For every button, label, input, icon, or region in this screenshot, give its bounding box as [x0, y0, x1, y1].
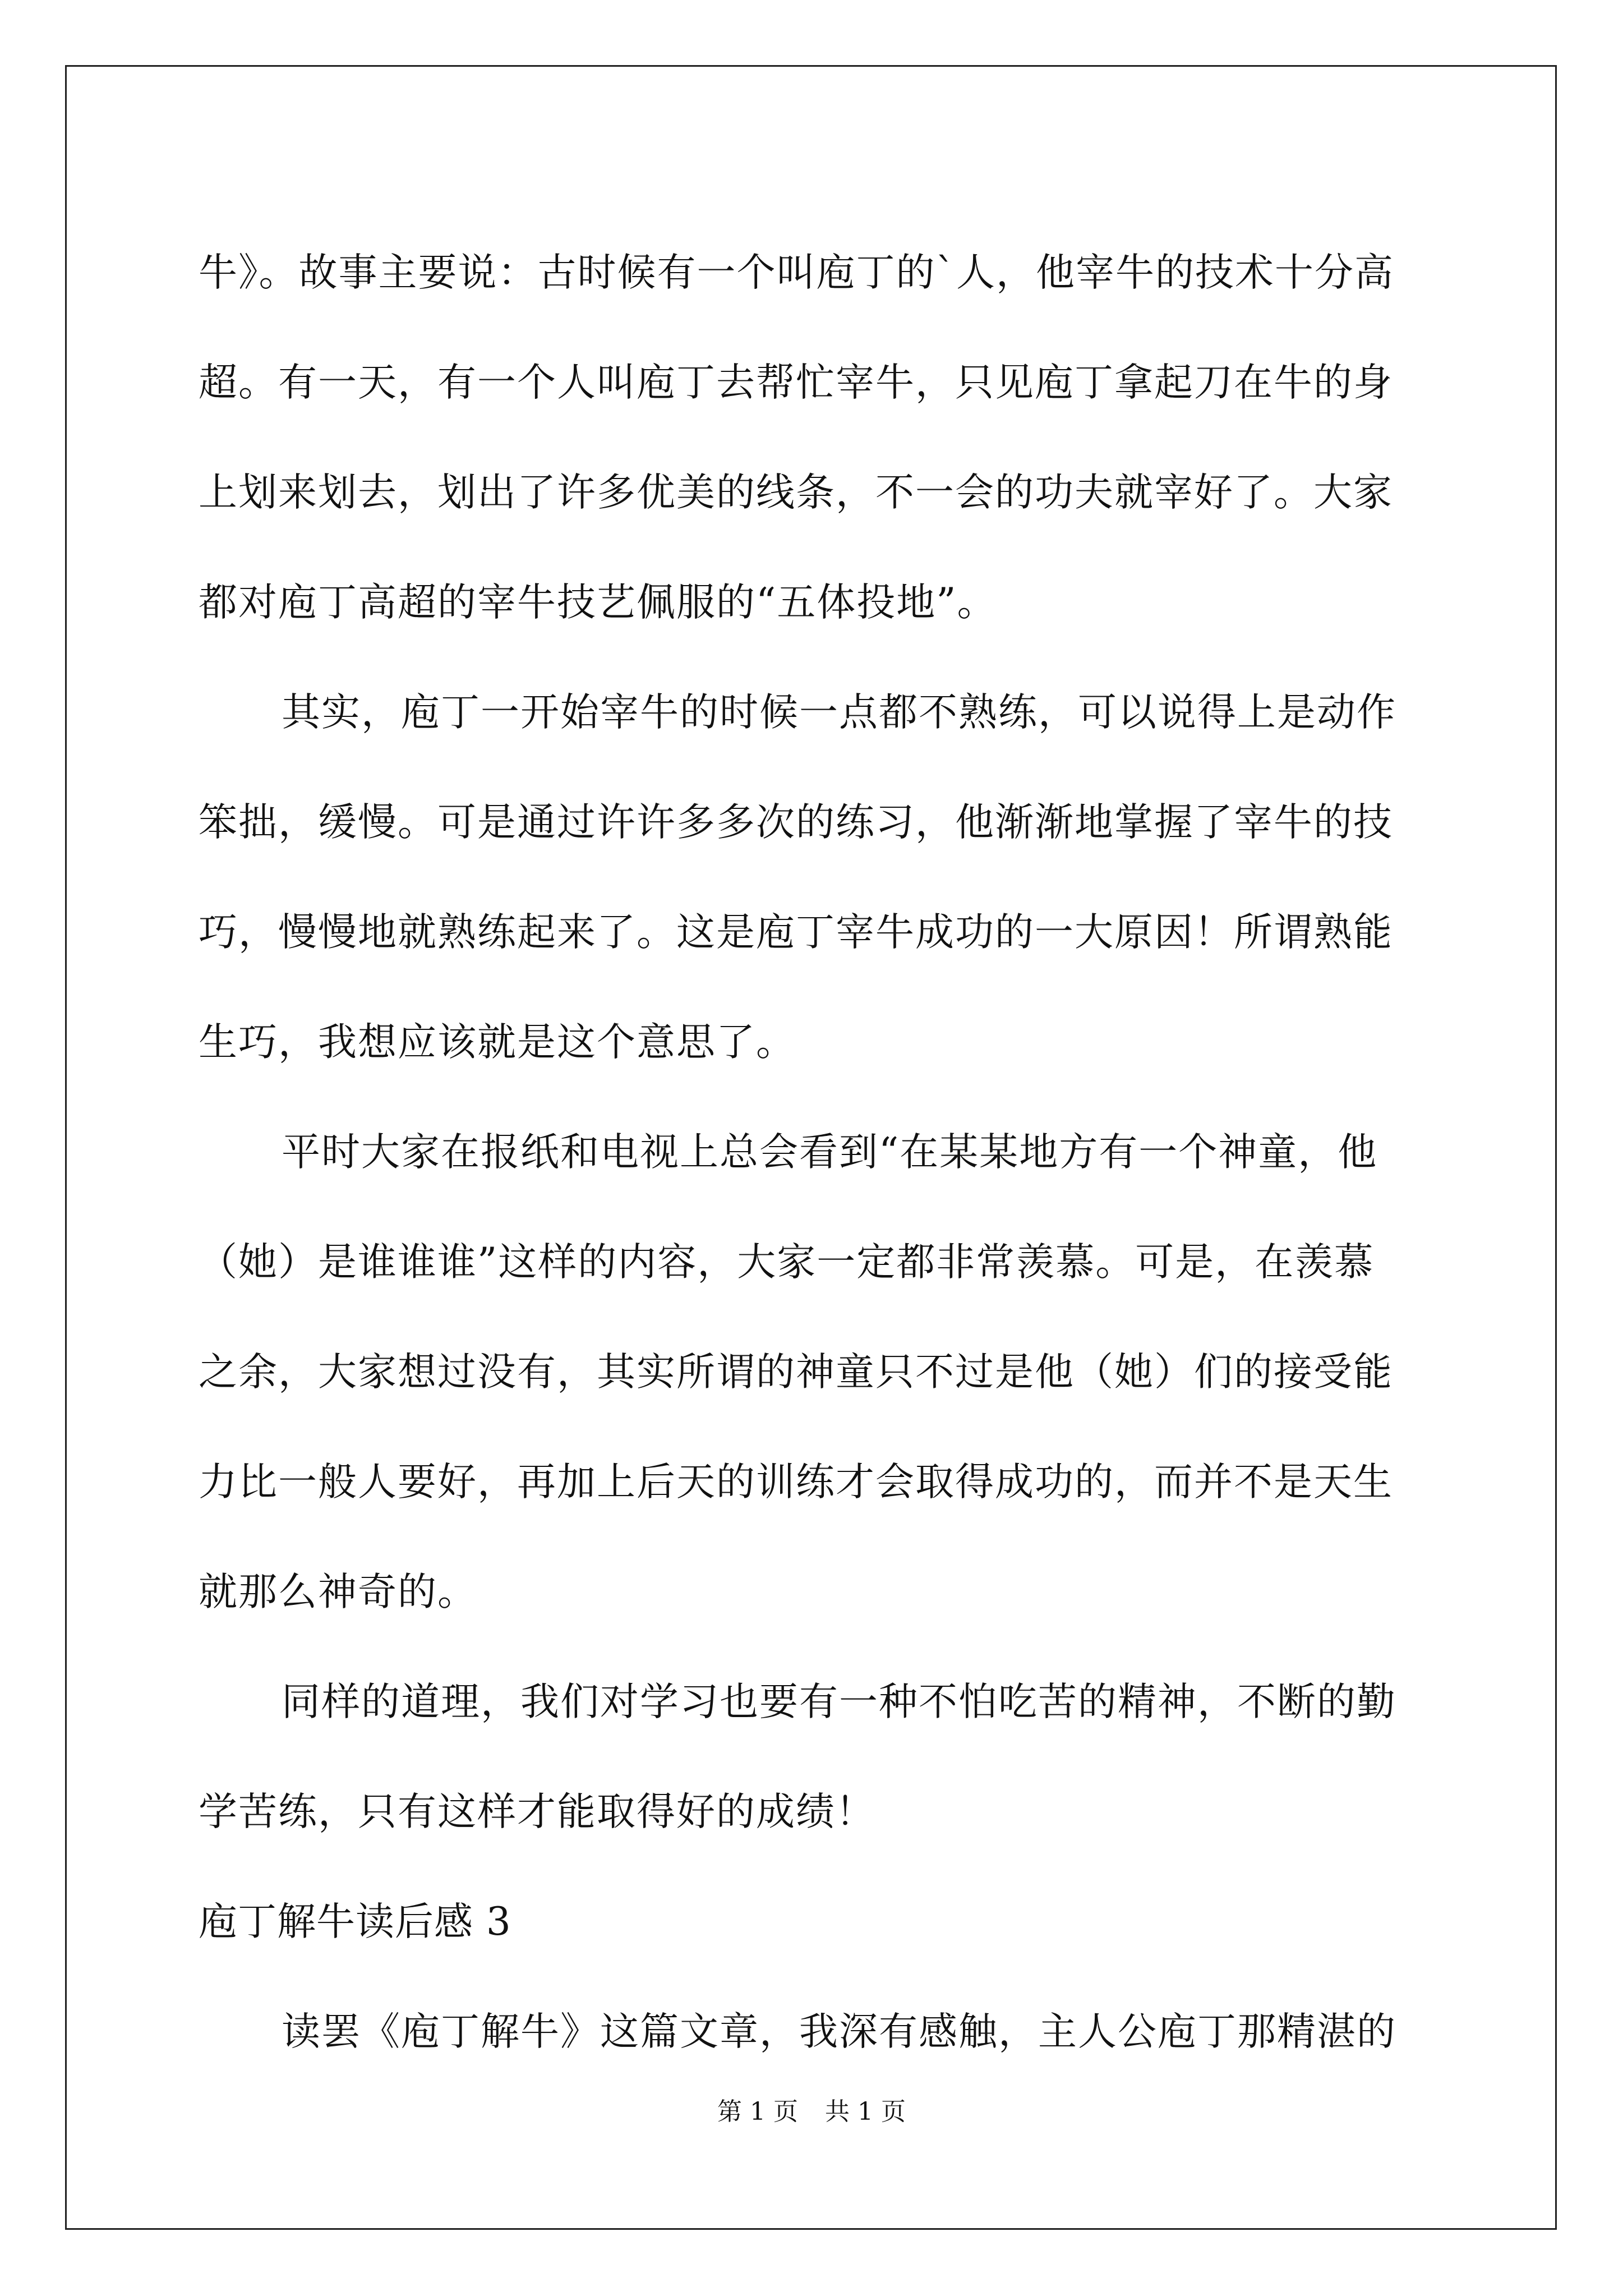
page-footer [0, 2095, 1623, 2129]
paragraph-first-line: 读罢《庖丁解牛》这篇文章，我深有感触，主人公庖丁那精湛的 [282, 2009, 1396, 2054]
paragraph-line: 笨拙，缓慢。可是通过许许多多次的练习，他渐渐地掌握了宰牛的技 [199, 800, 1393, 845]
paragraph-line: 就那么神奇的。 [199, 1570, 477, 1614]
paragraph-first-line: 其实，庖丁一开始宰牛的时候一点都不熟练，可以说得上是动作 [282, 690, 1396, 735]
paragraph-line: 牛》。故事主要说：古时候有一个叫庖丁的`人，他宰牛的技术十分高 [199, 250, 1394, 295]
page-number-current: 第 1 页 [717, 2097, 798, 2126]
page-number-total: 共 1 页 [825, 2097, 906, 2126]
paragraph-line: 之余，大家想过没有，其实所谓的神童只不过是他（她）们的接受能 [199, 1350, 1393, 1395]
paragraph-line: （她）是谁谁谁”这样的内容，大家一定都非常羡慕。可是，在羡慕 [199, 1240, 1375, 1285]
paragraph-line: 生巧，我想应该就是这个意思了。 [199, 1020, 796, 1065]
paragraph-first-line: 平时大家在报纸和电视上总会看到“在某某地方有一个神童，他 [282, 1130, 1378, 1175]
paragraph-line: 上划来划去，划出了许多优美的线条，不一会的功夫就宰好了。大家 [199, 470, 1393, 515]
paragraph-line: 超。有一天，有一个人叫庖丁去帮忙宰牛，只见庖丁拿起刀在牛的身 [199, 360, 1393, 405]
paragraph-line: 力比一般人要好，再加上后天的训练才会取得成功的，而并不是天生 [199, 1460, 1393, 1504]
paragraph-line: 都对庖丁高超的宰牛技艺佩服的“五体投地”。 [199, 580, 997, 625]
section-heading: 庖丁解牛读后感 3 [199, 1899, 511, 1944]
paragraph-first-line: 同样的道理，我们对学习也要有一种不怕吃苦的精神，不断的勤 [282, 1680, 1396, 1724]
paragraph-line: 学苦练，只有这样才能取得好的成绩！ [199, 1789, 875, 1834]
paragraph-line: 巧，慢慢地就熟练起来了。这是庖丁宰牛成功的一大原因！所谓熟能 [199, 910, 1393, 955]
document-body [199, 218, 1427, 2087]
